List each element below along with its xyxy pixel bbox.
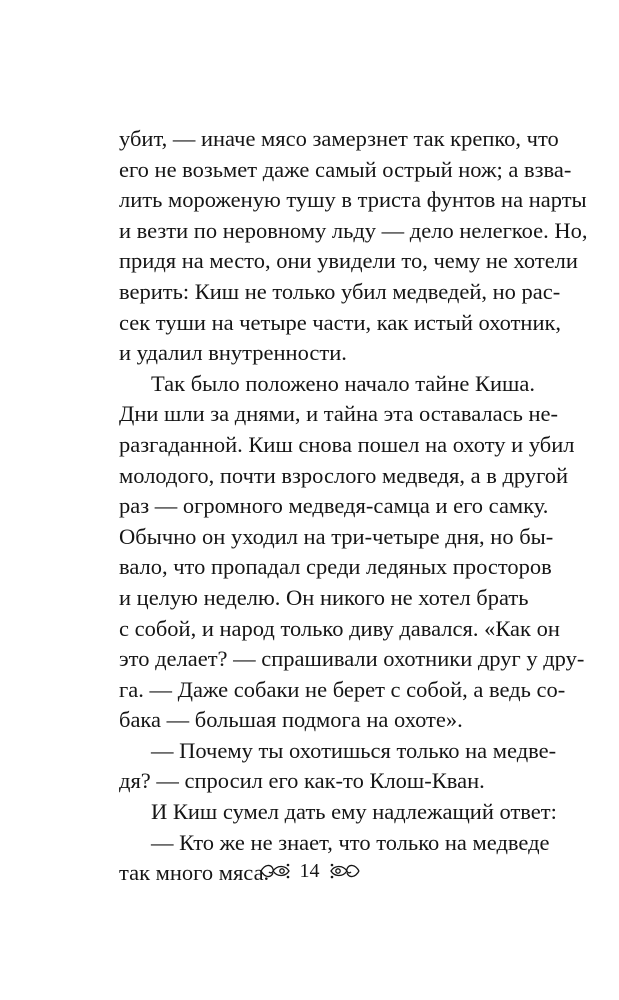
page-footer <box>0 860 619 882</box>
text-line: разгаданной. Киш снова пошел на охоту и убил <box>119 431 575 457</box>
text-line: верить: Киш не только убил медведей, но рас- <box>119 278 561 304</box>
text-line: так много мяса. <box>119 860 270 886</box>
text-line: — Кто же не знает, что только на медведе <box>151 829 550 855</box>
text-line: и целую неделю. Он никого не хотел брать <box>119 584 529 610</box>
page-number: 14 <box>299 860 320 882</box>
text-line: Дни шли за днями, и тайна эта оставалась не- <box>119 401 558 427</box>
text-line: придя на место, они увидели то, чему не хотели <box>119 248 578 274</box>
text-line: его не возьмет даже самый острый нож; а взва- <box>119 156 572 182</box>
text-line: Так было положено начало тайне Киша. <box>151 370 535 396</box>
body-text <box>119 124 588 889</box>
text-line: с собой, и народ только диву давался. «Как он <box>119 615 560 641</box>
text-line: сек туши на четыре части, как истый охотник, <box>119 309 562 335</box>
text-line: вало, что пропадал среди ледяных просторов <box>119 554 552 580</box>
text-line: И Киш сумел дать ему надлежащий ответ: <box>151 799 557 825</box>
text-line: лить мороженую тушу в триста фунтов на нарты <box>119 187 587 213</box>
text-line: — Почему ты охотишься только на медве- <box>151 737 557 763</box>
text-line: убит, — иначе мясо замерзнет так крепко, что <box>119 126 559 151</box>
text-line: Обычно он уходил на три-четыре дня, но бы- <box>119 523 554 549</box>
text-line: дя? — спросил его как-то Клош-Кван. <box>119 768 485 794</box>
text-line: это делает? — спрашивали охотники друг у дру- <box>119 646 585 672</box>
text-line: раз — огромного медведя-самца и его самку. <box>119 493 549 519</box>
floral-ornament-icon <box>328 860 362 882</box>
text-line: молодого, почти взрослого медведя, а в другой <box>119 462 569 488</box>
text-line: га. — Даже собаки не берет с собой, а ведь со- <box>119 676 566 702</box>
floral-ornament-icon <box>258 860 292 882</box>
text-line: и везти по неровному льду — дело нелегкое. Но, <box>119 217 588 243</box>
text-line: и удалил внутренности. <box>119 340 347 366</box>
text-line: бака — большая подмога на охоте». <box>119 707 463 733</box>
